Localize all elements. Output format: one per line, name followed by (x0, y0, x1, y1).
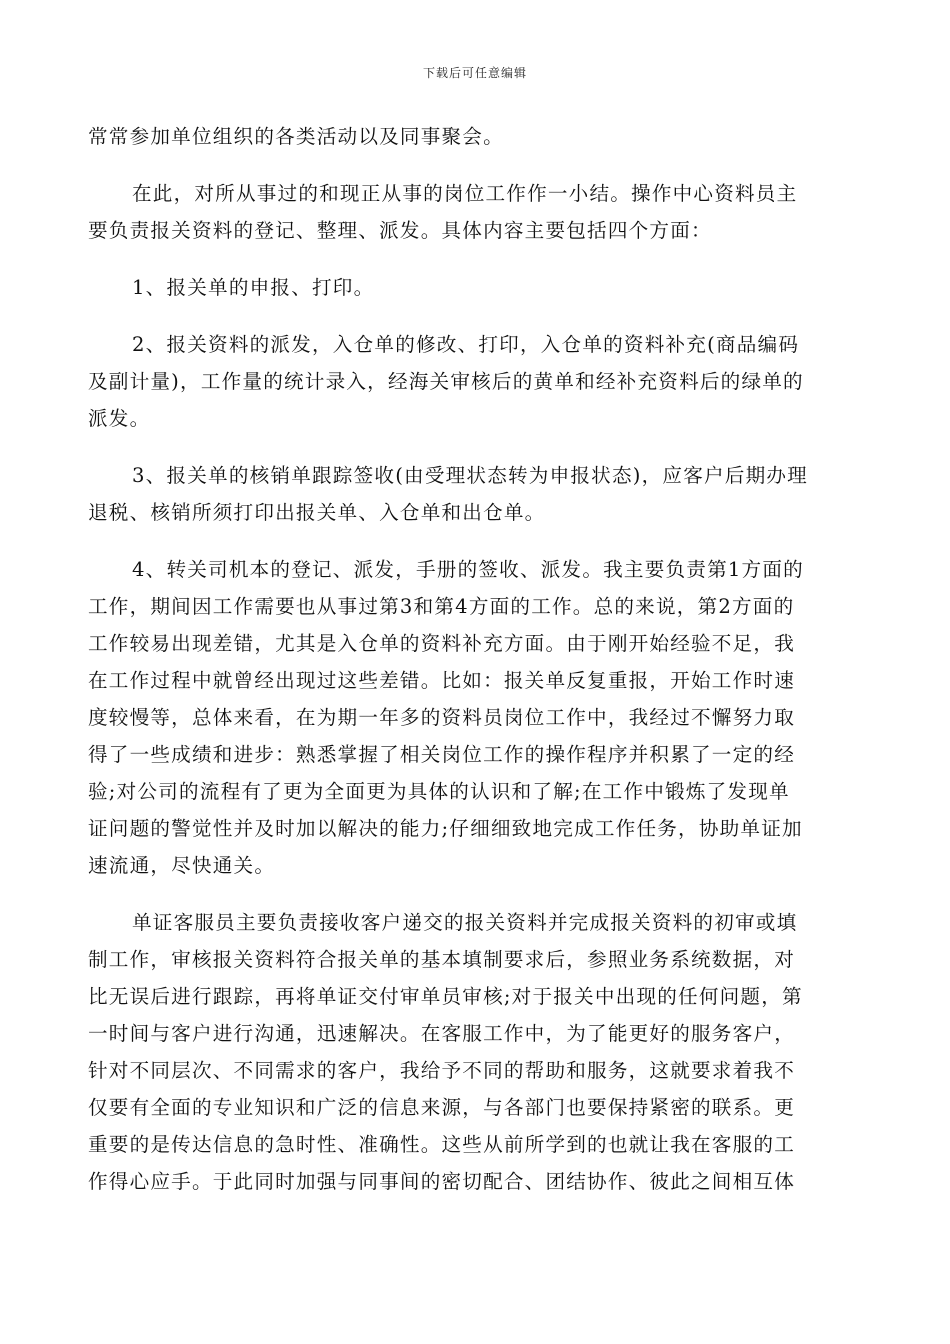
text-line: 证问题的警觉性并及时加以解决的能力;仔细细致地完成工作任务，协助单证加 (88, 817, 803, 840)
text-line: 作得心应手。于此同时加强与同事间的密切配合、团结协作、彼此之间相互体 (88, 1170, 795, 1193)
text-line: 1、报关单的申报、打印。 (132, 276, 375, 299)
text-line: 比无误后进行跟踪，再将单证交付审单员审核;对于报关中出现的任何问题，第 (88, 985, 803, 1008)
text-line: 工作，期间因工作需要也从事过第3和第4方面的工作。总的来说，第2方面的 (88, 595, 795, 618)
paragraph-6 (88, 551, 864, 884)
paragraph-1 (88, 118, 864, 155)
text-line: 验;对公司的流程有了更为全面更为具体的认识和了解;在工作中锻炼了发现单 (88, 780, 790, 803)
text-line: 一时间与客户进行沟通，迅速解决。在客服工作中，为了能更好的服务客户， (88, 1022, 795, 1045)
text-line: 在此，对所从事过的和现正从事的岗位工作作一小结。操作中心资料员主 (132, 182, 798, 205)
text-line: 单证客服员主要负责接收客户递交的报关资料并完成报关资料的初审或填 (132, 911, 798, 934)
text-line: 及副计量)，工作量的统计录入，经海关审核后的黄单和经补充资料后的绿单的 (88, 370, 804, 393)
text-line: 3、报关单的核销单跟踪签收(由受理状态转为申报状态)，应客户后期办理 (132, 464, 808, 487)
text-line: 制工作，审核报关资料符合报关单的基本填制要求后，参照业务系统数据，对 (88, 948, 795, 971)
paragraph-7 (88, 904, 864, 1200)
paragraph-5 (88, 457, 864, 531)
text-line: 工作较易出现差错，尤其是入仓单的资料补充方面。由于刚开始经验不足，我 (88, 632, 795, 655)
text-line: 针对不同层次、不同需求的客户，我给予不同的帮助和服务，这就要求着我不 (88, 1059, 795, 1082)
paragraph-3 (88, 269, 864, 306)
text-line: 要负责报关资料的登记、整理、派发。具体内容主要包括四个方面： (88, 219, 712, 242)
text-line: 得了一些成绩和进步：熟悉掌握了相关岗位工作的操作程序并积累了一定的经 (88, 743, 795, 766)
text-line: 派发。 (88, 407, 151, 430)
paragraph-4 (88, 326, 864, 437)
text-line: 速流通，尽快通关。 (88, 854, 276, 877)
text-line: 常常参加单位组织的各类活动以及同事聚会。 (88, 125, 504, 148)
text-line: 退税、核销所须打印出报关单、入仓单和出仓单。 (88, 501, 546, 524)
document-body (88, 118, 864, 1220)
text-line: 4、转关司机本的登记、派发，手册的签收、派发。我主要负责第1方面的 (132, 558, 804, 581)
text-line: 仅要有全面的专业知识和广泛的信息来源，与各部门也要保持紧密的联系。更 (88, 1096, 795, 1119)
text-line: 重要的是传达信息的急时性、准确性。这些从前所学到的也就让我在客服的工 (88, 1133, 795, 1156)
text-line: 度较慢等，总体来看，在为期一年多的资料员岗位工作中，我经过不懈努力取 (88, 706, 795, 729)
page-header: 下载后可任意编辑 (422, 66, 527, 80)
paragraph-2 (88, 175, 864, 249)
text-line: 在工作过程中就曾经出现过这些差错。比如：报关单反复重报，开始工作时速 (88, 669, 795, 692)
text-line: 2、报关资料的派发，入仓单的修改、打印，入仓单的资料补充(商品编码 (132, 333, 800, 356)
